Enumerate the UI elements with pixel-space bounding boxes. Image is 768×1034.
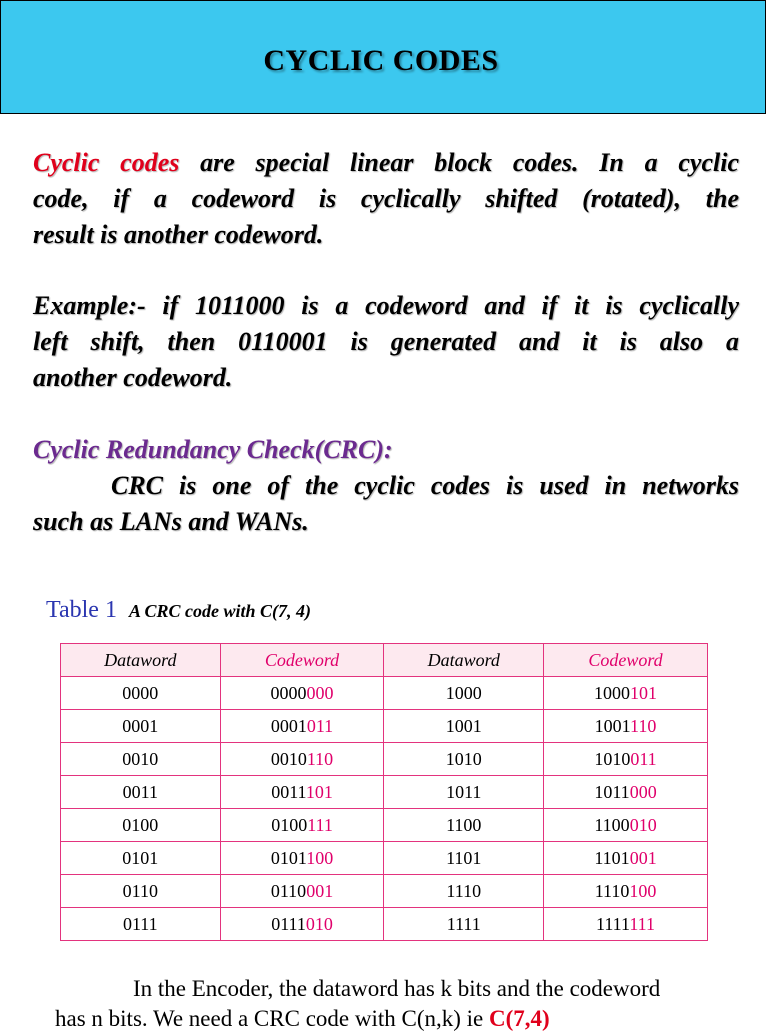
table-row [61, 842, 708, 875]
intro-paragraph [33, 145, 739, 253]
table-row [61, 743, 708, 776]
table-caption-description: A CRC code with C(7, 4) [128, 601, 311, 621]
codeword-cell: 0010110 [220, 743, 384, 776]
dataword-cell: 0111 [61, 908, 221, 941]
codeword-cell: 0111010 [220, 908, 384, 941]
intro-line-3: result is another codeword. [33, 220, 324, 249]
footer-paragraph [55, 974, 755, 1034]
crc-line-2: such as LANs and WANs. [33, 507, 309, 536]
codeword-cell: 0110001 [220, 875, 384, 908]
codeword-cell: 0000000 [220, 677, 384, 710]
dataword-cell: 1000 [384, 677, 544, 710]
example-line-2: left shift, then 0110001 is generated and it is also a [33, 327, 739, 356]
codeword-cell: 0100111 [220, 809, 384, 842]
example-line-1: Example:- if 1011000 is a codeword and if it is cyclically [33, 291, 739, 320]
dataword-cell: 0001 [61, 710, 221, 743]
dataword-cell: 1100 [384, 809, 544, 842]
dataword-cell: 0010 [61, 743, 221, 776]
dataword-cell: 0011 [61, 776, 221, 809]
codeword-cell: 0001011 [220, 710, 384, 743]
dataword-cell: 0000 [61, 677, 221, 710]
table-caption [46, 597, 311, 624]
header-codeword-1: Codeword [220, 644, 384, 677]
dataword-cell: 0110 [61, 875, 221, 908]
dataword-cell: 0101 [61, 842, 221, 875]
footer-line-2: has n bits. We need a CRC code with C(n,k) ie C(7,4) [55, 1006, 550, 1031]
header-dataword-1: Dataword [61, 644, 221, 677]
crc-paragraph [33, 432, 739, 540]
table-row [61, 710, 708, 743]
codeword-cell: 0101100 [220, 842, 384, 875]
codeword-cell: 1101001 [544, 842, 708, 875]
table-row [61, 908, 708, 941]
intro-line-1: Cyclic codes are special linear block codes. In a cyclic [33, 148, 739, 177]
table-caption-label: Table 1 [46, 597, 117, 623]
page-title: CYCLIC CODES [263, 44, 499, 77]
dataword-cell: 0100 [61, 809, 221, 842]
codeword-cell: 1010011 [544, 743, 708, 776]
intro-line-2: code, if a codeword is cyclically shifted (rotated), the [33, 184, 739, 213]
crc-table [60, 643, 708, 941]
code-notation: C(7,4) [489, 1006, 550, 1031]
header-codeword-2: Codeword [544, 644, 708, 677]
codeword-cell: 1000101 [544, 677, 708, 710]
header-dataword-2: Dataword [384, 644, 544, 677]
example-paragraph [33, 288, 739, 396]
dataword-cell: 1011 [384, 776, 544, 809]
codeword-cell: 1111111 [544, 908, 708, 941]
table-row [61, 875, 708, 908]
footer-line-1: In the Encoder, the dataword has k bits and the codeword [133, 976, 661, 1001]
dataword-cell: 1111 [384, 908, 544, 941]
crc-heading: Cyclic Redundancy Check(CRC): [33, 435, 393, 464]
dataword-cell: 1101 [384, 842, 544, 875]
table-header-row [61, 644, 708, 677]
codeword-cell: 1001110 [544, 710, 708, 743]
codeword-cell: 0011101 [220, 776, 384, 809]
dataword-cell: 1110 [384, 875, 544, 908]
codeword-cell: 1110100 [544, 875, 708, 908]
table-row [61, 809, 708, 842]
table-row [61, 677, 708, 710]
crc-line-1: CRC is one of the cyclic codes is used in networks [111, 471, 739, 500]
codeword-cell: 1100010 [544, 809, 708, 842]
table-row [61, 776, 708, 809]
example-line-3: another codeword. [33, 363, 233, 392]
dataword-cell: 1010 [384, 743, 544, 776]
title-bar [0, 0, 766, 114]
codeword-cell: 1011000 [544, 776, 708, 809]
cyclic-codes-term: Cyclic codes [33, 148, 180, 177]
dataword-cell: 1001 [384, 710, 544, 743]
